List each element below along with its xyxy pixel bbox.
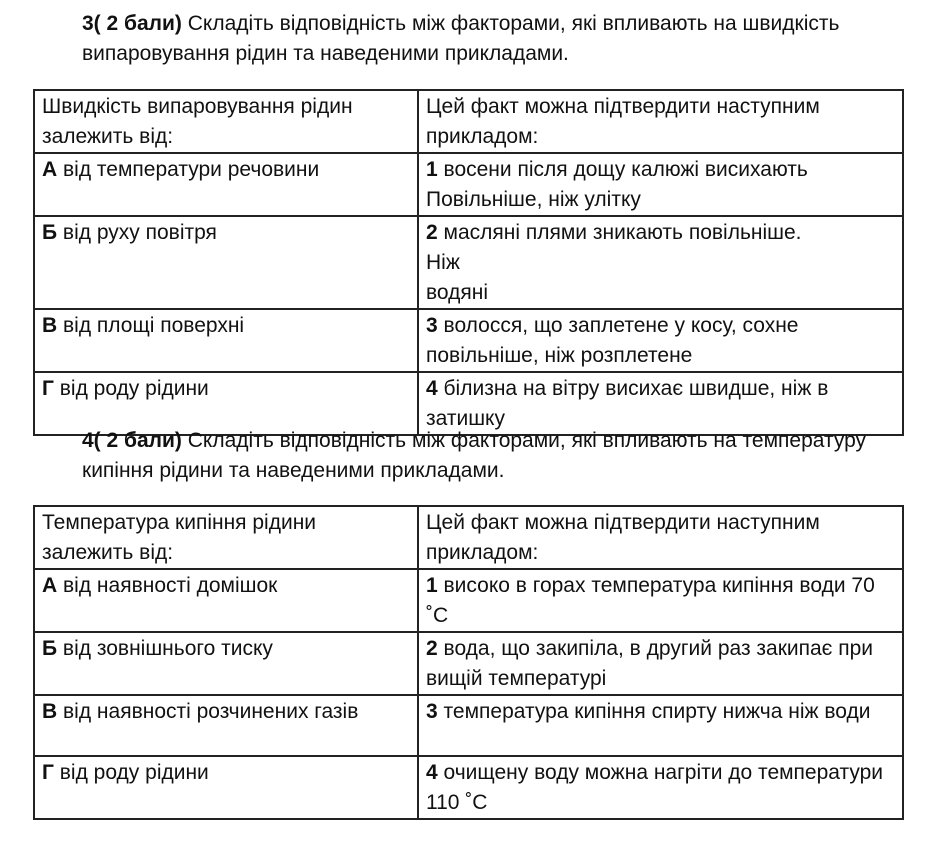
factor-letter: В (42, 314, 58, 337)
factor-cell (34, 569, 418, 632)
factor-letter: Г (42, 761, 54, 784)
factor-text: від площі поверхні (57, 314, 245, 337)
task4-heading (82, 426, 902, 486)
task3-heading (82, 9, 902, 69)
factor-cell (34, 216, 418, 309)
factor-text: від температури речовини (57, 158, 320, 181)
factor-letter: Б (42, 221, 58, 244)
example-number: 1 (426, 158, 438, 181)
table-row (34, 569, 903, 632)
table-row (34, 756, 903, 819)
task4-heading-text: Складіть відповідність між факторами, які впливають на температуру кипіння рідини та наведеними прикладами. (82, 429, 867, 482)
task4-table (33, 505, 904, 820)
example-text: очищену воду можна нагріти до температури 110 ˚С (426, 761, 884, 814)
example-text: масляні плями зникають повільніше. (437, 221, 802, 244)
task3-heading-bold: 3( 2 бали) (82, 12, 182, 35)
example-number: 2 (426, 637, 438, 660)
example-number: 3 (426, 314, 438, 337)
factor-letter: В (42, 700, 58, 723)
factor-letter: Б (42, 637, 58, 660)
example-text: білизна на вітру висихає швидше, ніж в затишку (426, 377, 829, 430)
table-header-row (34, 506, 903, 569)
factor-cell (34, 632, 418, 695)
factor-text: від наявності домішок (57, 574, 278, 597)
factor-cell (34, 756, 418, 819)
example-number: 4 (426, 761, 438, 784)
table-row (34, 309, 903, 372)
task3-heading-text: Складіть відповідність між факторами, які впливають на швидкість випаровування рідин та наведеними прикладами. (82, 12, 840, 65)
example-text: високо в горах температура кипіння води 70 ˚С (426, 574, 875, 627)
example-text-line2: Ніж (426, 251, 460, 274)
task4-heading-bold: 4( 2 бали) (82, 429, 182, 452)
factor-text: від роду рідини (53, 377, 209, 400)
factor-text: від зовнішнього тиску (57, 637, 273, 660)
task3-table (33, 89, 904, 436)
factor-text: від наявності розчинених газів (57, 700, 359, 723)
example-text-line3: водяні (426, 281, 489, 304)
factor-letter: А (42, 574, 58, 597)
example-text: восени після дощу калюжі висихають Повільніше, ніж улітку (426, 158, 808, 211)
example-cell (418, 695, 903, 756)
factor-letter: Г (42, 377, 54, 400)
example-number: 4 (426, 377, 438, 400)
example-text: температура кипіння спирту нижча ніж води (437, 700, 871, 723)
table-row (34, 153, 903, 216)
header-right-cell: Цей факт можна підтвердити наступним прикладом: (418, 90, 903, 153)
example-cell (418, 569, 903, 632)
factor-cell (34, 695, 418, 756)
table-row (34, 216, 903, 309)
factor-cell (34, 309, 418, 372)
header-left-cell: Швидкість випаровування рідин залежить від: (34, 90, 418, 153)
factor-letter: А (42, 158, 58, 181)
example-cell (418, 153, 903, 216)
example-text: волосся, що заплетене у косу, сохне повільніше, ніж розплетене (426, 314, 799, 367)
table-row (34, 632, 903, 695)
header-right-cell: Цей факт можна підтвердити наступним прикладом: (418, 506, 903, 569)
example-cell (418, 632, 903, 695)
example-number: 1 (426, 574, 438, 597)
example-text: вода, що закипіла, в другий раз закипає при вищій температурі (426, 637, 874, 690)
example-cell (418, 216, 903, 309)
table-header-row (34, 90, 903, 153)
example-cell (418, 756, 903, 819)
header-left-cell: Температура кипіння рідини залежить від: (34, 506, 418, 569)
factor-text: від роду рідини (53, 761, 209, 784)
factor-text: від руху повітря (57, 221, 217, 244)
example-number: 2 (426, 221, 438, 244)
example-cell (418, 309, 903, 372)
example-number: 3 (426, 700, 438, 723)
table-row (34, 695, 903, 756)
factor-cell (34, 153, 418, 216)
